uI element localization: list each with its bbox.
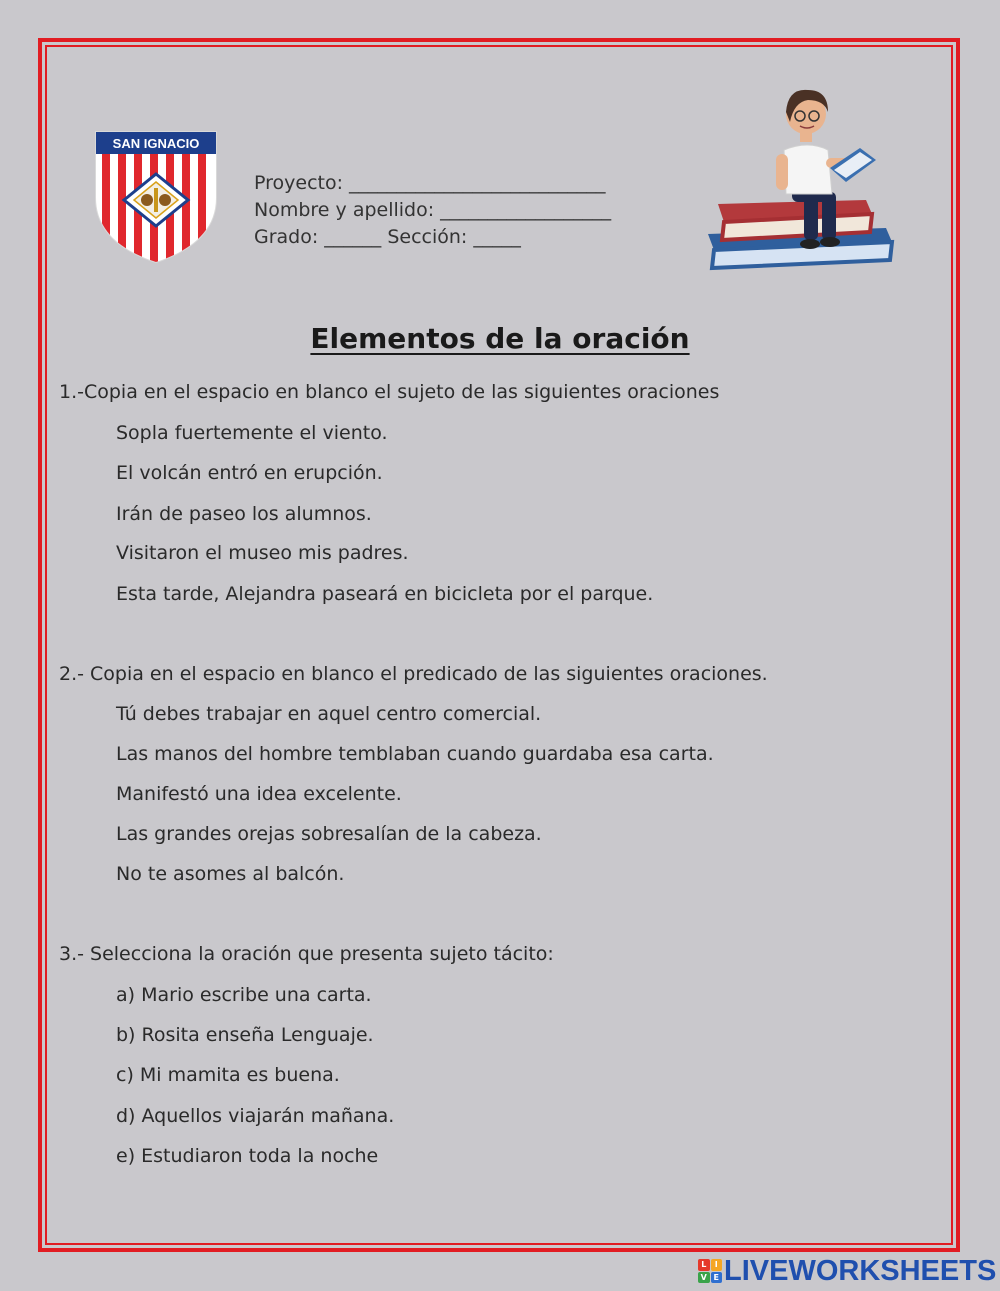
section3-option-a[interactable]: a) Mario escribe una carta.	[116, 984, 372, 1006]
school-crest-logo	[92, 128, 220, 264]
proyecto-field[interactable]: Proyecto: ___________________________	[254, 172, 606, 194]
section1-item: Sopla fuertemente el viento.	[116, 422, 388, 444]
section2-item: Las manos del hombre temblaban cuando guardaba esa carta.	[116, 743, 714, 765]
section1-item: Esta tarde, Alejandra paseará en bicicleta por el parque.	[116, 583, 654, 605]
liveworksheets-wordmark: LIVEWORKSHEETS	[724, 1254, 997, 1287]
section3-prompt: 3.- Selecciona la oración que presenta sujeto tácito:	[59, 943, 554, 965]
section1-prompt: 1.-Copia en el espacio en blanco el sujeto de las siguientes oraciones	[59, 381, 720, 403]
teacher-reading-on-books-illustration	[700, 82, 900, 282]
section2-item: No te asomes al balcón.	[116, 863, 345, 885]
liveworksheets-logo[interactable]	[698, 1256, 996, 1286]
section2-item: Las grandes orejas sobresalían de la cabeza.	[116, 823, 542, 845]
worksheet-title: Elementos de la oración	[310, 322, 690, 355]
section3-option-d[interactable]: d) Aquellos viajarán mañana.	[116, 1105, 395, 1127]
crest-label: SAN IGNACIO	[112, 136, 200, 151]
liveworksheets-mark-icon: L I V E	[698, 1259, 722, 1283]
section1-item: Visitaron el museo mis padres.	[116, 542, 409, 564]
grado-seccion-field[interactable]: Grado: ______ Sección: _____	[254, 226, 521, 248]
section3-option-e[interactable]: e) Estudiaron toda la noche	[116, 1145, 379, 1167]
section3-option-c[interactable]: c) Mi mamita es buena.	[116, 1064, 340, 1086]
section2-item: Manifestó una idea excelente.	[116, 783, 402, 805]
section2-item: Tú debes trabajar en aquel centro comercial.	[116, 703, 542, 725]
section1-item: Irán de paseo los alumnos.	[116, 503, 372, 525]
section3-option-b[interactable]: b) Rosita enseña Lenguaje.	[116, 1024, 374, 1046]
section2-prompt: 2.- Copia en el espacio en blanco el predicado de las siguientes oraciones.	[59, 663, 768, 685]
section1-item: El volcán entró en erupción.	[116, 462, 383, 484]
nombre-field[interactable]: Nombre y apellido: __________________	[254, 199, 612, 221]
student-info-fields	[254, 170, 611, 251]
